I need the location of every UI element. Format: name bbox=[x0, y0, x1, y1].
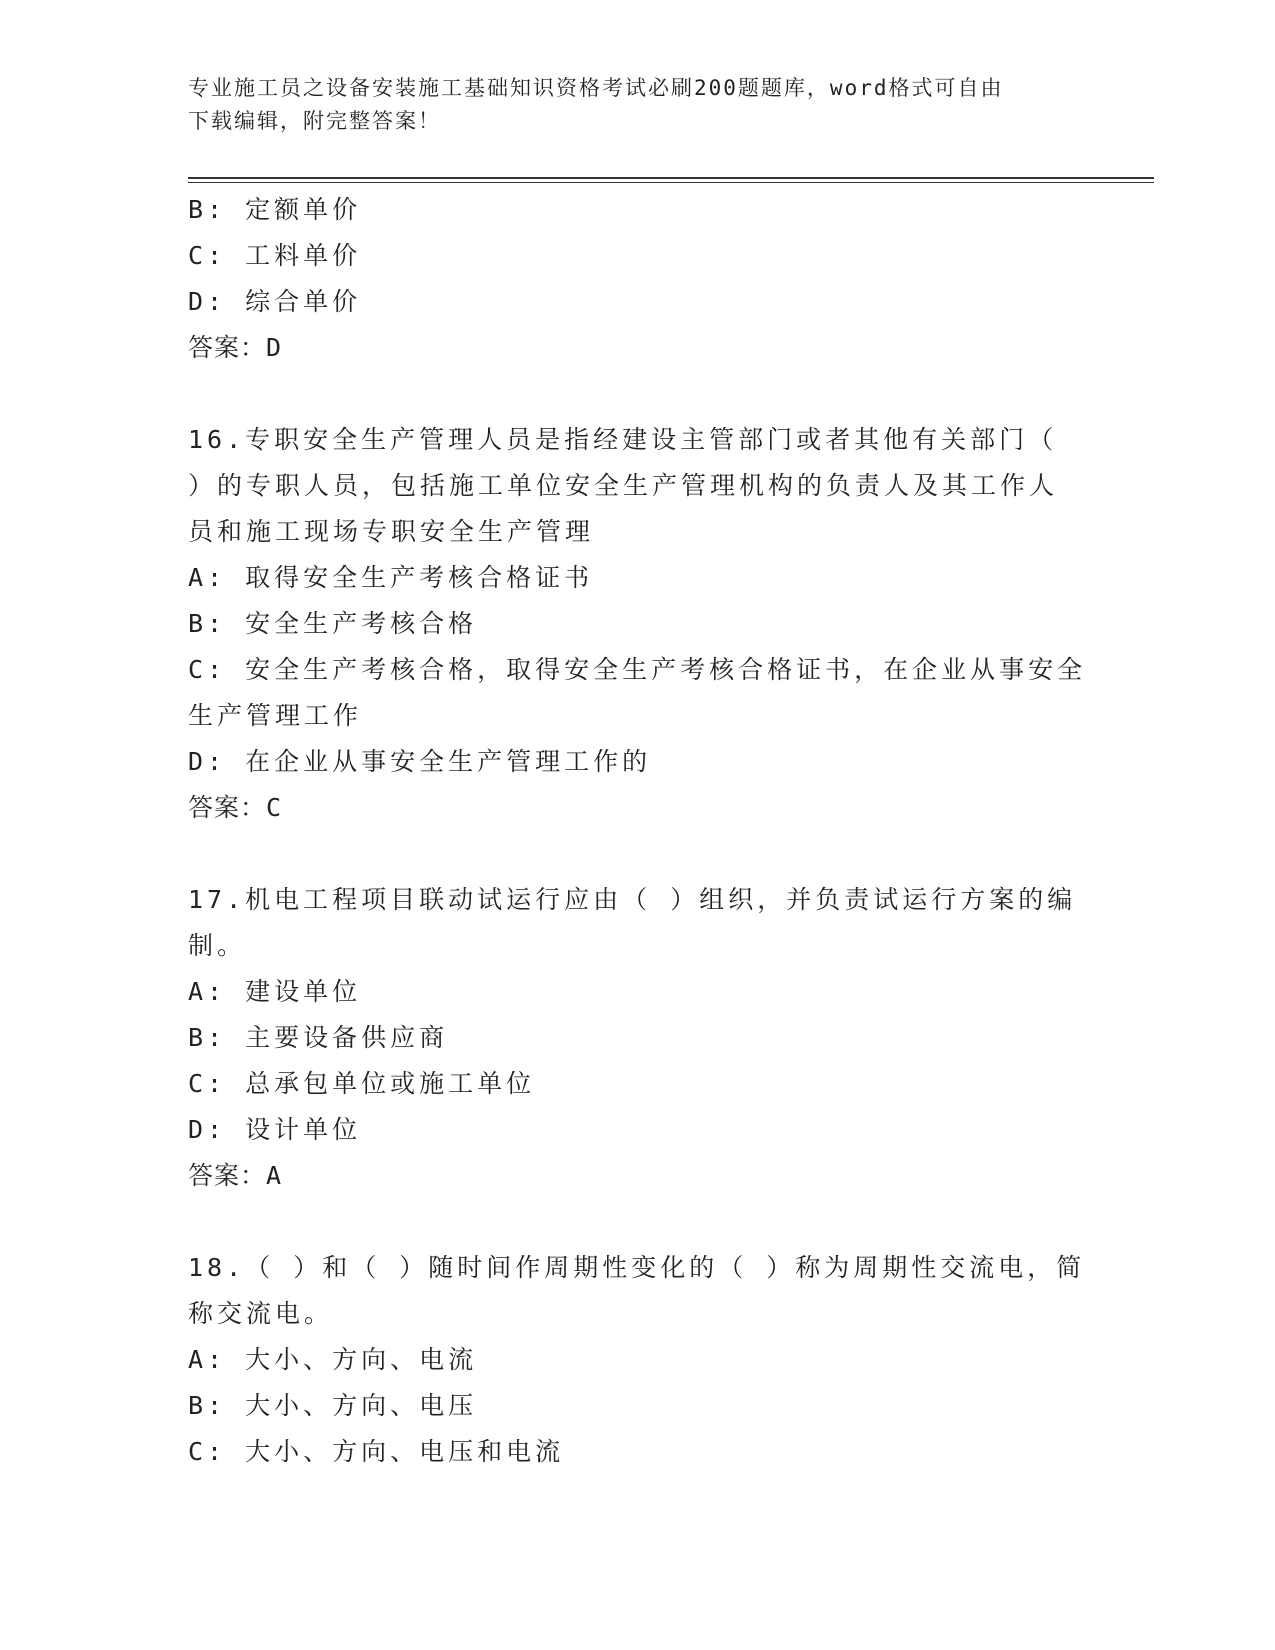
option-b: B: 主要设备供应商 bbox=[188, 1023, 449, 1052]
option-c: C: 总承包单位或施工单位 bbox=[188, 1069, 536, 1098]
option-c: C: 安全生产考核合格，取得安全生产考核合格证书，在企业从事安全 bbox=[188, 655, 1087, 684]
question-text: 员和施工现场专职安全生产管理 bbox=[188, 517, 595, 546]
option-a: A: 大小、方向、电流 bbox=[188, 1345, 478, 1374]
header-divider-thin bbox=[188, 182, 1154, 183]
question-list bbox=[188, 187, 1088, 1475]
question-text: 称交流电。 bbox=[188, 1299, 334, 1328]
option-c: C: 大小、方向、电压和电流 bbox=[188, 1437, 565, 1466]
option-d: D: 综合单价 bbox=[188, 287, 362, 316]
option-a: A: 取得安全生产考核合格证书 bbox=[188, 563, 594, 592]
document-header bbox=[188, 72, 1068, 138]
spacer bbox=[188, 371, 1088, 417]
question-text: 16.专职安全生产管理人员是指经建设主管部门或者其他有关部门（ bbox=[188, 425, 1058, 454]
answer: 答案：D bbox=[188, 333, 283, 362]
question-text: ）的专职人员，包括施工单位安全生产管理机构的负责人及其工作人 bbox=[188, 471, 1059, 500]
question-15 bbox=[188, 187, 1088, 371]
option-a: A: 建设单位 bbox=[188, 977, 362, 1006]
question-18 bbox=[188, 1245, 1088, 1475]
question-text: 18.（ ）和（ ）随时间作周期性变化的（ ）称为周期性交流电，简 bbox=[188, 1253, 1086, 1282]
header-line-2: 下载编辑，附完整答案！ bbox=[188, 109, 441, 133]
option-b: B: 定额单价 bbox=[188, 195, 362, 224]
option-d: D: 设计单位 bbox=[188, 1115, 362, 1144]
header-line-1: 专业施工员之设备安装施工基础知识资格考试必刷200题题库，word格式可自由 bbox=[188, 76, 1004, 100]
option-c-continued: 生产管理工作 bbox=[188, 701, 363, 730]
spacer bbox=[188, 831, 1088, 877]
question-17 bbox=[188, 877, 1088, 1199]
answer: 答案：A bbox=[188, 1161, 283, 1190]
option-c: C: 工料单价 bbox=[188, 241, 362, 270]
spacer bbox=[188, 1199, 1088, 1245]
header-divider-thick bbox=[188, 177, 1154, 179]
question-text: 17.机电工程项目联动试运行应由（ ）组织，并负责试运行方案的编 bbox=[188, 885, 1077, 914]
option-b: B: 大小、方向、电压 bbox=[188, 1391, 478, 1420]
question-16 bbox=[188, 417, 1088, 831]
question-text: 制。 bbox=[188, 931, 247, 960]
answer: 答案：C bbox=[188, 793, 283, 822]
option-b: B: 安全生产考核合格 bbox=[188, 609, 478, 638]
option-d: D: 在企业从事安全生产管理工作的 bbox=[188, 747, 652, 776]
